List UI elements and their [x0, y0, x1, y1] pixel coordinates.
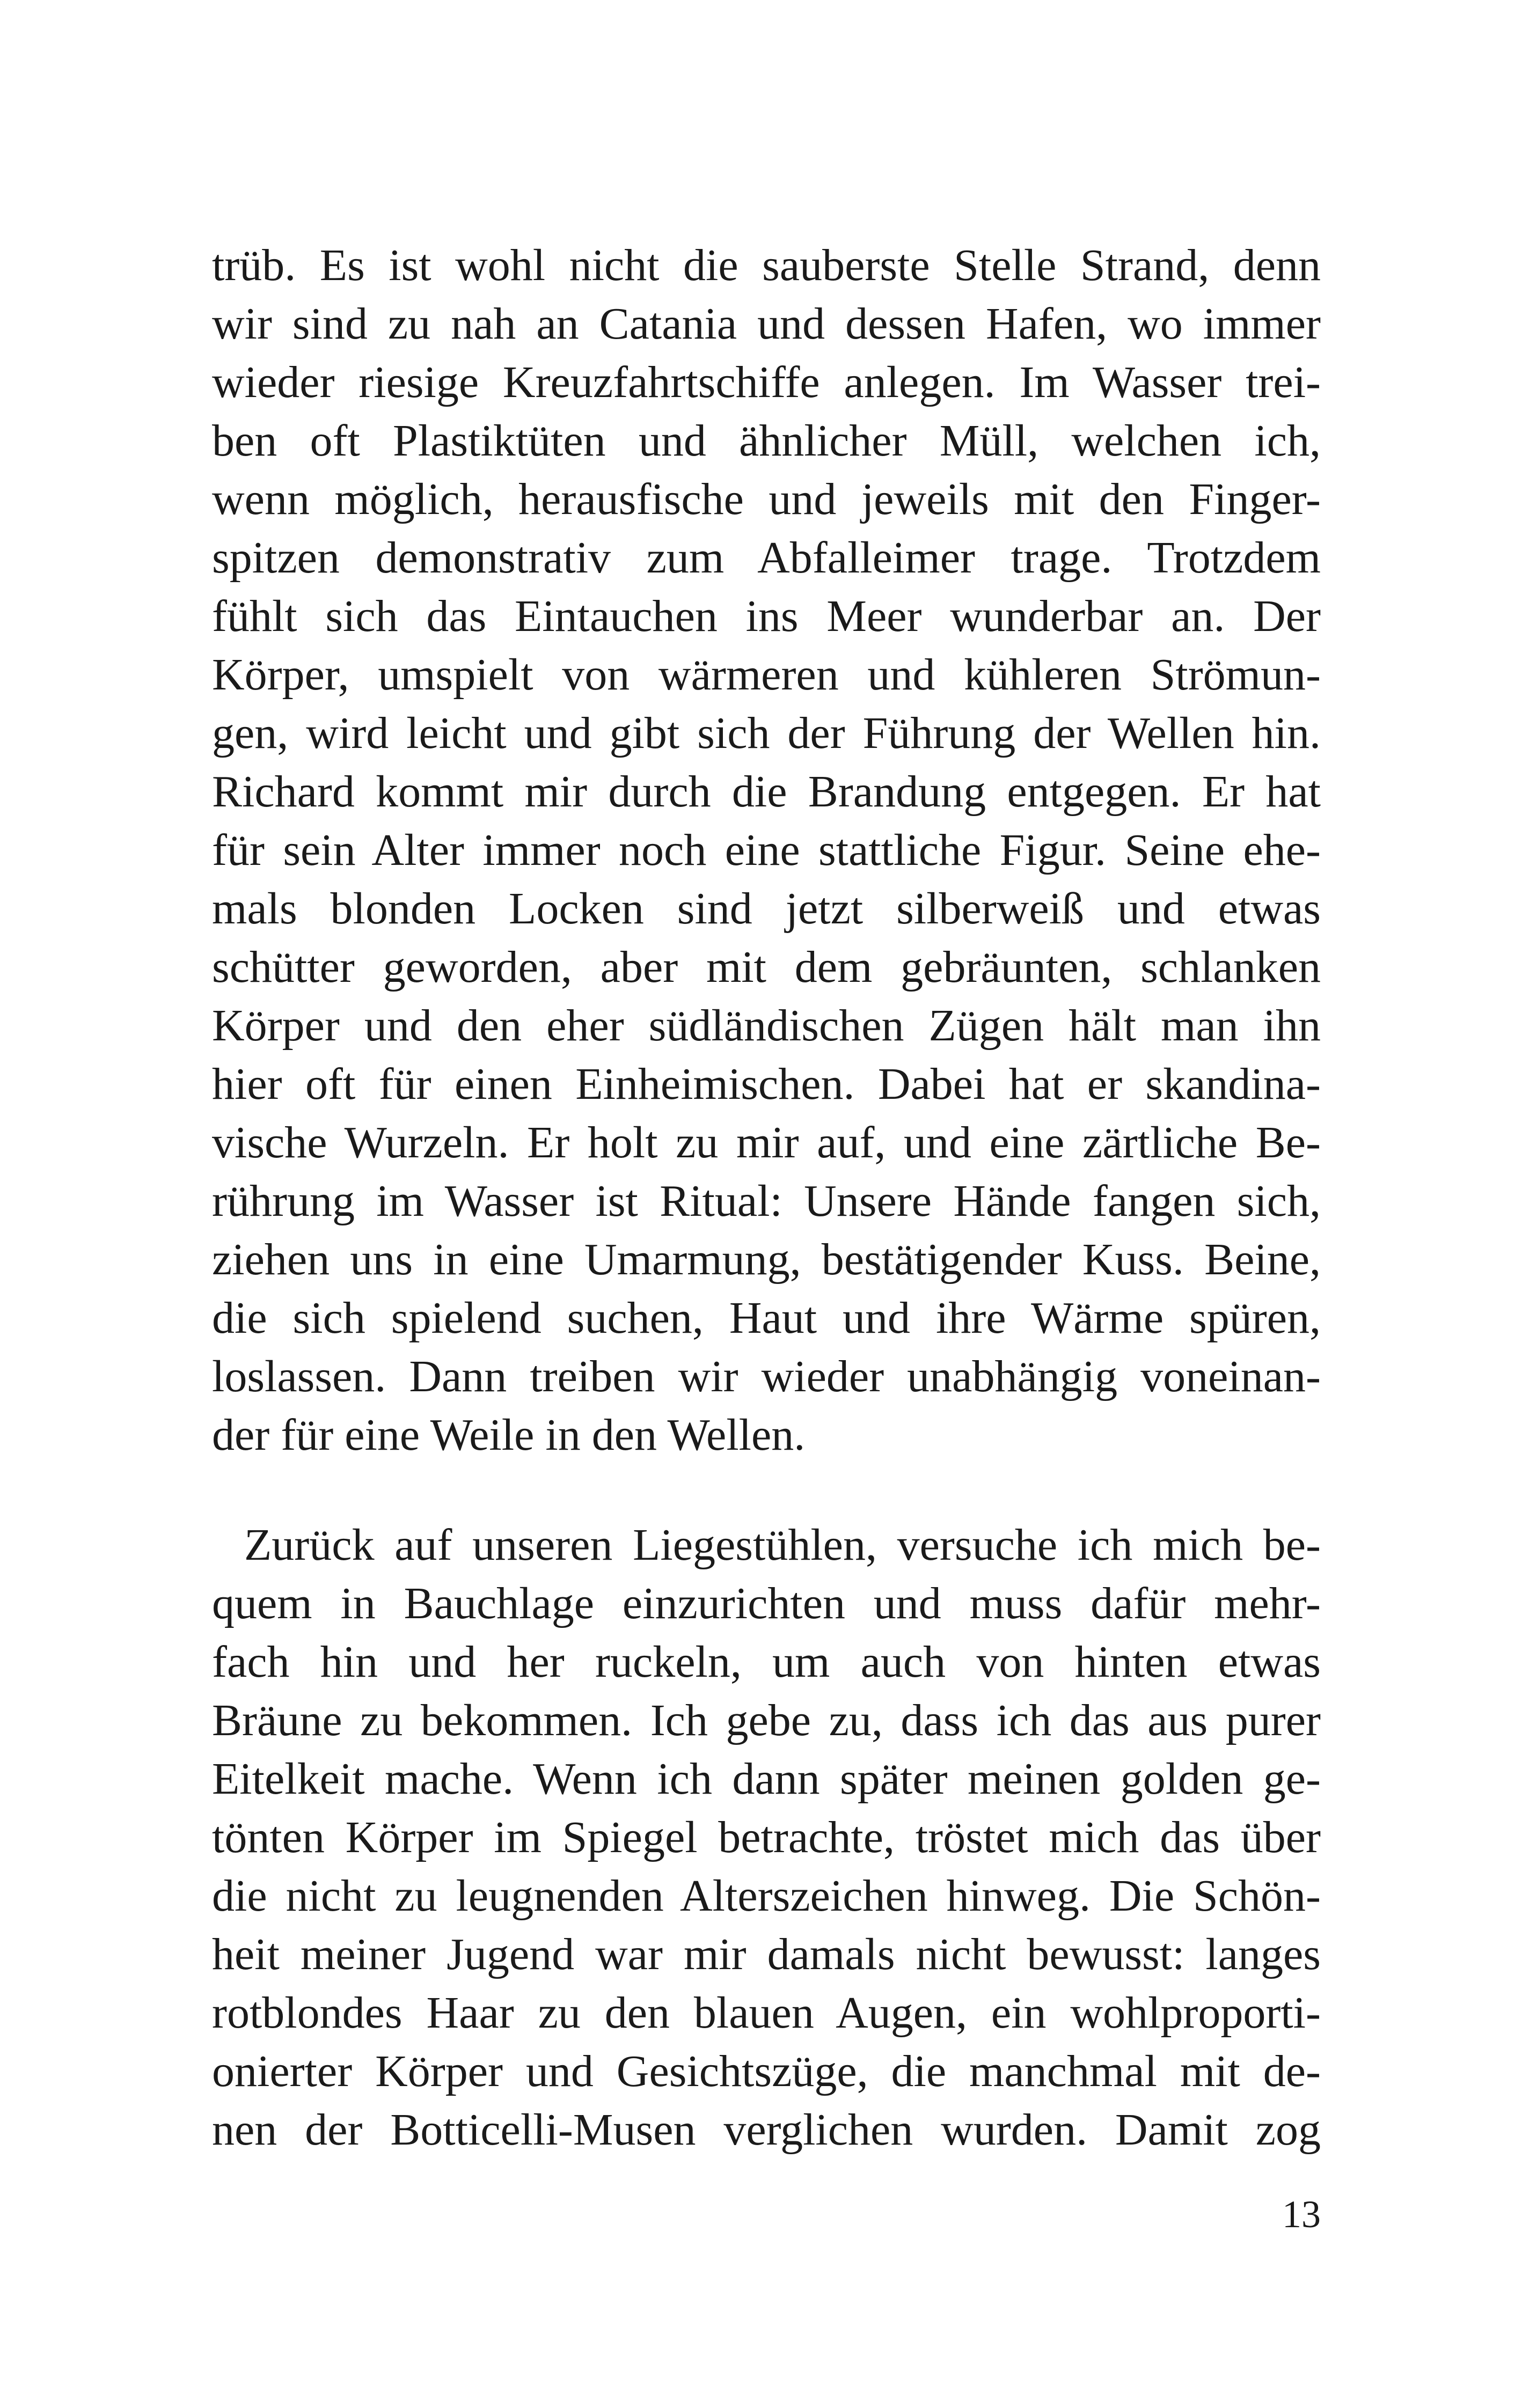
text-line: Zurück auf unseren Liegestühlen, versuche ich mich be- — [244, 1520, 1321, 1570]
text-line: der für eine Weile in den Wellen. — [212, 1410, 806, 1460]
text-line: rührung im Wasser ist Ritual: Unsere Hände fangen sich, — [212, 1176, 1321, 1226]
text-line: mals blonden Locken sind jetzt silberweiß und etwas — [212, 884, 1321, 934]
text-line: heit meiner Jugend war mir damals nicht bewusst: langes — [212, 1929, 1321, 1979]
body-text — [212, 236, 1321, 2159]
text-line: quem in Bauchlage einzurichten und muss dafür mehr- — [212, 1579, 1321, 1628]
text-line: Körper und den eher südländischen Zügen hält man ihn — [212, 1001, 1321, 1051]
text-line: fühlt sich das Eintauchen ins Meer wunderbar an. Der — [212, 591, 1321, 641]
text-line: gen, wird leicht und gibt sich der Führung der Wellen hin. — [212, 708, 1321, 758]
text-line: wenn möglich, herausfische und jeweils mit den Finger- — [212, 474, 1321, 524]
text-line: fach hin und her ruckeln, um auch von hinten etwas — [212, 1637, 1321, 1687]
text-line: Bräune zu bekommen. Ich gebe zu, dass ich das aus purer — [212, 1695, 1321, 1745]
paragraph-1 — [212, 236, 1321, 1464]
text-line: vische Wurzeln. Er holt zu mir auf, und eine zärtliche Be- — [212, 1118, 1321, 1168]
text-line: die nicht zu leugnenden Alterszeichen hinweg. Die Schön- — [212, 1871, 1321, 1921]
text-line: ben oft Plastiktüten und ähnlicher Müll, welchen ich, — [212, 416, 1321, 466]
text-line: spitzen demonstrativ zum Abfalleimer trage. Trotzdem — [212, 533, 1321, 583]
text-line: trüb. Es ist wohl nicht die sauberste Stelle Strand, denn — [212, 240, 1321, 290]
text-line: wir sind zu nah an Catania und dessen Hafen, wo immer — [212, 299, 1321, 349]
text-line: Körper, umspielt von wärmeren und kühleren Strömun- — [212, 650, 1321, 700]
text-line: rotblondes Haar zu den blauen Augen, ein wohlproporti- — [212, 1988, 1321, 2038]
text-line: hier oft für einen Einheimischen. Dabei hat er skandina- — [212, 1059, 1321, 1109]
text-line: nen der Botticelli-Musen verglichen wurden. Damit zog — [212, 2105, 1321, 2155]
text-line: für sein Alter immer noch eine stattliche Figur. Seine ehe- — [212, 825, 1321, 875]
paragraph-spacer — [212, 1464, 1321, 1516]
text-line: Richard kommt mir durch die Brandung entgegen. Er hat — [212, 767, 1321, 817]
paragraph-2 — [212, 1516, 1321, 2159]
page-number: 13 — [1282, 2193, 1321, 2236]
text-line: schütter geworden, aber mit dem gebräunten, schlanken — [212, 942, 1321, 992]
text-line: ziehen uns in eine Umarmung, bestätigender Kuss. Beine, — [212, 1235, 1321, 1284]
text-line: Eitelkeit mache. Wenn ich dann später meinen golden ge- — [212, 1754, 1321, 1804]
text-line: loslassen. Dann treiben wir wieder unabhängig voneinan- — [212, 1352, 1321, 1401]
text-line: onierter Körper und Gesichtszüge, die manchmal mit de- — [212, 2046, 1321, 2096]
text-line: die sich spielend suchen, Haut und ihre Wärme spüren, — [212, 1293, 1321, 1343]
text-line: tönten Körper im Spiegel betrachte, tröstet mich das über — [212, 1812, 1321, 1862]
text-line: wieder riesige Kreuzfahrtschiffe anlegen. Im Wasser trei- — [212, 357, 1321, 407]
